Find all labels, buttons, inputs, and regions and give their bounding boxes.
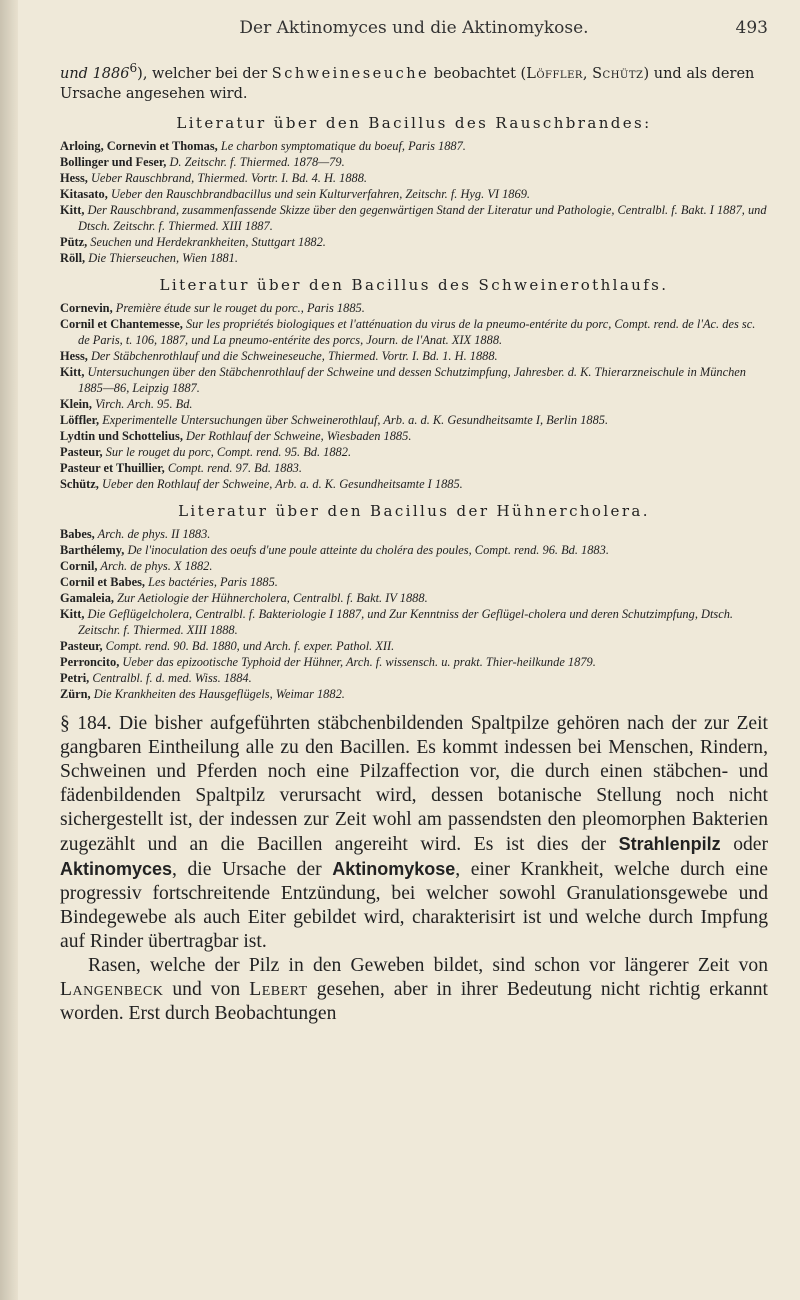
- reference-title: De l'inoculation des oeufs d'une poule atteinte du choléra des poules, Compt. rend. 96. Bd. 1883.: [124, 542, 609, 557]
- body-text: , einer Krankheit, welche durch eine progressiv fortschreitende Entzündung, bei welcher sowohl Granulationsgewebe und Bindegewebe als auch Eiter gebildet wird, charakterisirt ist und welche durch Impfung auf Rinder übertragbar ist.: [60, 858, 768, 952]
- reference-entry: [60, 316, 768, 348]
- reference-entry: [60, 234, 768, 250]
- reference-entry: [60, 428, 768, 444]
- reference-author: Petri,: [60, 670, 90, 685]
- reference-entry: [60, 686, 768, 702]
- reference-title: Les bactéries, Paris 1885.: [145, 574, 278, 589]
- running-title: Der Aktinomyces und die Aktinomykose.: [239, 18, 589, 38]
- term-aktinomyces: Aktinomyces: [60, 858, 173, 879]
- reference-author: Perroncito,: [60, 654, 120, 669]
- reference-title: Untersuchungen über den Stäbchenrothlauf der Schweine und dessen Schutzimpfung, Jahresber. d. K. Thierarzneischule in München 1885—86, Leipzig 1887.: [78, 364, 746, 395]
- reference-author: Hess,: [60, 170, 88, 185]
- literature-section-rauschbrand: [60, 114, 768, 266]
- reference-entry: [60, 542, 768, 558]
- reference-entry: [60, 558, 768, 574]
- reference-entry: [60, 202, 768, 234]
- author-name: Löffler: [526, 65, 583, 82]
- author-name: Schütz: [592, 65, 644, 82]
- reference-entry: [60, 348, 768, 364]
- reference-author: Zürn,: [60, 686, 91, 701]
- reference-entry: [60, 460, 768, 476]
- reference-title: Der Rauschbrand, zusammenfassende Skizze über den gegenwärtigen Stand der Literatur und Pathologie, Centralbl. f. Bakt. I 1887, und Dtsch. Zeitschr. f. Thiermed. XIII 1887.: [78, 202, 767, 233]
- reference-author: Hess,: [60, 348, 88, 363]
- body-text: oder: [720, 833, 769, 855]
- reference-author: Kitt,: [60, 364, 85, 379]
- main-text: [60, 712, 768, 1026]
- page: [60, 18, 768, 1026]
- paragraph-2: [60, 954, 768, 1026]
- reference-entry: [60, 250, 768, 266]
- reference-title: Sur les propriétés biologiques et l'atténuation du virus de la pneumo-entérite du porc, Compt. rend. de l'Ac. des sc. de Paris, t. 106, 1887, und La pneumo-entérite des porcs, Journ. de l'Anat. XIX 1888.: [78, 316, 756, 347]
- body-text: , die Ursache der: [172, 858, 333, 880]
- term-strahlenpilz: Strahlenpilz: [618, 833, 721, 854]
- reference-title: Seuchen und Herdekrankheiten, Stuttgart 1882.: [87, 234, 326, 249]
- page-number: 493: [735, 18, 768, 38]
- reference-author: Lydtin und Schottelius,: [60, 428, 183, 443]
- reference-entry: [60, 186, 768, 202]
- intro-ref-year: und 1886: [60, 65, 130, 82]
- reference-title: Arch. de phys. II 1883.: [94, 526, 211, 541]
- reference-author: Cornil et Chantemesse,: [60, 316, 183, 331]
- literature-heading: Literatur über den Bacillus der Hühnercholera.: [178, 501, 650, 520]
- reference-author: Cornil et Babes,: [60, 574, 146, 589]
- body-text: gesehen, aber in ihrer Bedeutung nicht richtig erkannt worden. Erst durch Beobachtungen: [60, 978, 768, 1024]
- reference-title: Experimentelle Untersuchungen über Schweinerothlauf, Arb. a. d. K. Gesundheitsamte I, Berlin 1885.: [99, 412, 609, 427]
- reference-title: Die Thierseuchen, Wien 1881.: [85, 250, 238, 265]
- reference-entry: [60, 606, 768, 638]
- reference-entry: [60, 526, 768, 542]
- reference-author: Gamaleia,: [60, 590, 115, 605]
- reference-title: D. Zeitschr. f. Thiermed. 1878—79.: [166, 154, 345, 169]
- reference-title: Virch. Arch. 95. Bd.: [92, 396, 193, 411]
- reference-entry: [60, 364, 768, 396]
- reference-title: Sur le rouget du porc, Compt. rend. 95. Bd. 1882.: [102, 444, 352, 459]
- reference-author: Kitasato,: [60, 186, 108, 201]
- reference-author: Kitt,: [60, 606, 85, 621]
- reference-author: Barthélemy,: [60, 542, 125, 557]
- reference-title: Ueber Rauschbrand, Thiermed. Vortr. I. Bd. 4. H. 1888.: [87, 170, 368, 185]
- reference-entry: [60, 396, 768, 412]
- reference-author: Pasteur,: [60, 444, 103, 459]
- body-text: Rasen, welche der Pilz in den Geweben bildet, sind schon vor längerer Zeit von: [88, 954, 768, 976]
- literature-heading: Literatur über den Bacillus des Schweinerothlaufs.: [159, 275, 669, 294]
- reference-entry: [60, 476, 768, 492]
- reference-title: Première étude sur le rouget du porc., Paris 1885.: [112, 300, 365, 315]
- reference-entry: [60, 154, 768, 170]
- body-text: und von: [163, 978, 250, 1000]
- author-name: Lebert: [249, 978, 308, 1000]
- reference-author: Röll,: [60, 250, 86, 265]
- reference-title: Der Stäbchenrothlauf und die Schweineseuche, Thiermed. Vortr. I. Bd. 1. H. 1888.: [87, 348, 498, 363]
- literature-section-schweinerothlauf: [60, 276, 768, 492]
- reference-title: Ueber das epizootische Typhoid der Hühner, Arch. f. wissensch. u. prakt. Thier-heilkunde 1879.: [119, 654, 596, 669]
- intro-text: beobachtet (: [429, 65, 527, 82]
- intro-paragraph: und 1886$^6$), welcher bei der Schweineseuche beobachtet (Löffler, Schütz) und als deren Ursache angesehen wird.: [60, 61, 755, 102]
- literature-heading: Literatur über den Bacillus des Rauschbrandes:: [176, 113, 652, 132]
- author-name: Langenbeck: [60, 978, 164, 1000]
- reference-author: Bollinger und Feser,: [60, 154, 167, 169]
- reference-author: Arloing, Cornevin et Thomas,: [60, 138, 218, 153]
- intro-emphasis: Schweineseuche: [271, 65, 430, 82]
- reference-author: Pütz,: [60, 234, 88, 249]
- reference-entry: [60, 574, 768, 590]
- reference-entry: [60, 590, 768, 606]
- body-text: § 184. Die bisher aufgeführten stäbchenbildenden Spaltpilze gehören nach der zur Zeit gangbaren Eintheilung alle zu den Bacillen. Es kommt indessen bei Menschen, Rindern, Schweinen und Pferden noch eine Pilzaffection vor, die durch einen stäbchen- und fädenbildenden Spaltpilz verursacht wird, dessen botanische Stellung noch nicht sichergestellt ist, der indessen zur Zeit wohl am passendsten den pleomorphen Bakterien zugezählt und an die Bacillen angereiht wird. Es ist dies der: [60, 712, 768, 855]
- reference-title: Arch. de phys. X 1882.: [97, 558, 213, 573]
- reference-author: Löffler,: [60, 412, 100, 427]
- running-head: [60, 18, 768, 48]
- reference-title: Compt. rend. 90. Bd. 1880, und Arch. f. exper. Pathol. XII.: [102, 638, 395, 653]
- intro-text: ,: [582, 65, 593, 82]
- reference-author: Cornil,: [60, 558, 98, 573]
- reference-entry: [60, 138, 768, 154]
- reference-title: Compt. rend. 97. Bd. 1883.: [164, 460, 302, 475]
- reference-author: Pasteur,: [60, 638, 103, 653]
- paragraph-184: [60, 712, 768, 954]
- reference-title: Zur Aetiologie der Hühnercholera, Centralbl. f. Bakt. IV 1888.: [114, 590, 428, 605]
- reference-author: Kitt,: [60, 202, 85, 217]
- reference-entry: [60, 170, 768, 186]
- reference-author: Schütz,: [60, 476, 99, 491]
- reference-author: Klein,: [60, 396, 93, 411]
- reference-entry: [60, 412, 768, 428]
- literature-section-huehnercholera: [60, 502, 768, 702]
- reference-author: Cornevin,: [60, 300, 113, 315]
- reference-entry: [60, 670, 768, 686]
- reference-author: Pasteur et Thuillier,: [60, 460, 165, 475]
- reference-entry: [60, 638, 768, 654]
- intro-text: ), welcher bei der: [137, 65, 272, 82]
- reference-title: Die Krankheiten des Hausgeflügels, Weimar 1882.: [90, 686, 345, 701]
- reference-title: Die Geflügelcholera, Centralbl. f. Bakteriologie I 1887, und Zur Kenntniss der Geflügel-cholera und deren Schutzimpfung, Dtsch. Zeitschr. f. Thiermed. XIII 1888.: [78, 606, 734, 637]
- reference-title: Ueber den Rauschbrandbacillus und sein Kulturverfahren, Zeitschr. f. Hyg. VI 1869.: [107, 186, 530, 201]
- reference-entry: [60, 654, 768, 670]
- reference-entry: [60, 444, 768, 460]
- reference-title: Ueber den Rothlauf der Schweine, Arb. a. d. K. Gesundheitsamte I 1885.: [98, 476, 463, 491]
- term-aktinomykose: Aktinomykose: [332, 858, 456, 879]
- reference-title: Centralbl. f. d. med. Wiss. 1884.: [89, 670, 252, 685]
- reference-title: Der Rothlauf der Schweine, Wiesbaden 1885.: [182, 428, 412, 443]
- reference-title: Le charbon symptomatique du boeuf, Paris 1887.: [217, 138, 466, 153]
- book-spine-shadow: [0, 0, 18, 1300]
- reference-entry: [60, 300, 768, 316]
- intro-text: ) und als deren Ursache angesehen wird.: [60, 65, 755, 102]
- reference-author: Babes,: [60, 526, 95, 541]
